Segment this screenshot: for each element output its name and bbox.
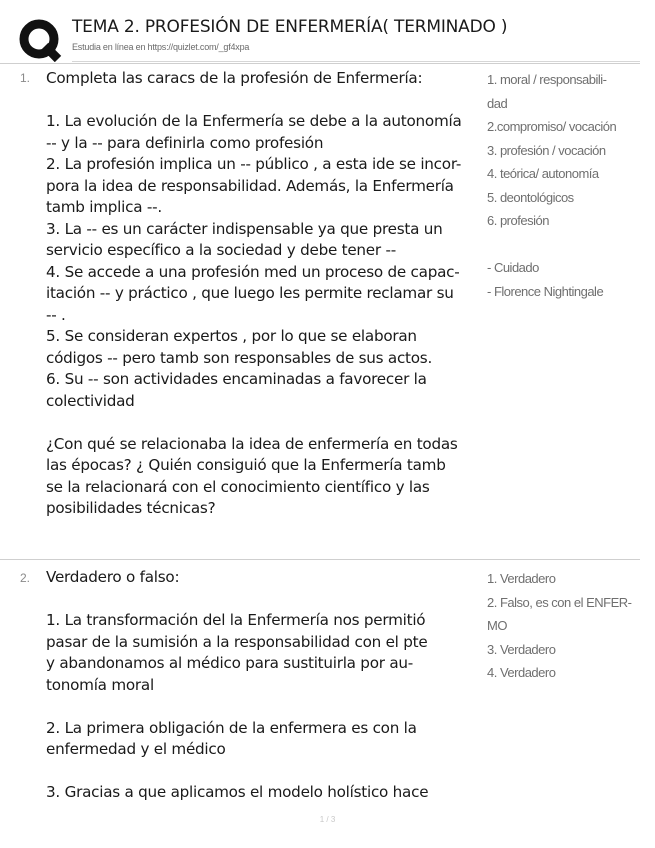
answer-line: 3. Verdadero: [487, 641, 556, 657]
answer-line: 1. moral / responsabili-: [487, 72, 607, 87]
question-line: 4. Se accede a una profesión med un proceso de capac-: [46, 262, 460, 281]
question-line: enfermedad y el médico: [46, 740, 226, 758]
answer-line: MO: [487, 618, 507, 633]
question-line: códigos -- pero tamb son responsables de sus actos.: [46, 348, 433, 367]
answer-line: dad: [487, 95, 508, 111]
question-line: pasar de la sumisión a la responsabilidad con el pte: [46, 632, 428, 651]
question-line: 1. La evolución de la Enfermería se debe a la autonomía: [46, 112, 462, 130]
question-line: [46, 90, 486, 112]
question-line: itación -- y práctico , que luego les permite reclamar su: [46, 284, 454, 302]
card-question: [46, 567, 486, 804]
question-line: -- y la -- para definirla como profesión: [46, 133, 324, 152]
card-answer: [487, 68, 637, 303]
document-title: TEMA 2. PROFESIÓN DE ENFERMERÍA( TERMINADO ): [72, 17, 508, 37]
answer-line: 4. teórica/ autonomía: [487, 166, 599, 181]
card-number: 1.: [20, 71, 31, 85]
answer-line: 2. Falso, es con el ENFER-: [487, 594, 632, 610]
question-line: colectividad: [46, 391, 135, 410]
card-divider: [0, 63, 640, 64]
question-line: -- .: [46, 305, 66, 324]
question-line: y abandonamos al médico para sustituirla por au-: [46, 654, 413, 672]
question-line: servicio específico a la sociedad y debe tener --: [46, 241, 396, 259]
question-line: 1. La transformación del la Enfermería nos permitió: [46, 611, 426, 629]
answer-line: - Cuidado: [487, 260, 539, 275]
question-line: posibilidades técnicas?: [46, 499, 216, 517]
answer-line: 3. profesión / vocación: [487, 142, 606, 158]
question-line: las épocas? ¿ Quién consiguió que la Enfermería tamb: [46, 456, 446, 474]
question-line: tamb implica --.: [46, 198, 162, 216]
card-number: 2.: [20, 571, 31, 585]
question-line: [46, 412, 486, 434]
card-divider: [0, 559, 640, 560]
header-divider: [72, 61, 640, 62]
question-line: [46, 761, 486, 783]
question-line: 6. Su -- son actividades encaminadas a favorecer la: [46, 370, 427, 388]
question-line: 5. Se consideran expertos , por lo que se elaboran: [46, 327, 417, 345]
answer-line: [487, 233, 637, 257]
answer-line: 4. Verdadero: [487, 665, 556, 680]
page-indicator: 1 / 3: [319, 815, 336, 824]
card-question: [46, 68, 486, 520]
answer-line: - Florence Nightingale: [487, 283, 604, 299]
answer-line: 2.compromiso/ vocación: [487, 119, 617, 134]
answer-line: 6. profesión: [487, 213, 549, 228]
answer-line: 5. deontológicos: [487, 189, 574, 205]
question-line: 3. La -- es un carácter indispensable ya que presta un: [46, 219, 443, 238]
question-line: [46, 589, 486, 611]
question-line: [46, 696, 486, 718]
answer-line: 1. Verdadero: [487, 571, 556, 586]
question-line: tonomía moral: [46, 675, 154, 694]
question-line: Completa las caracs de la profesión de Enfermería:: [46, 69, 423, 87]
question-line: 3. Gracias a que aplicamos el modelo holístico hace: [46, 783, 429, 801]
question-line: Verdadero o falso:: [46, 568, 180, 586]
quizlet-logo-icon: [18, 18, 62, 62]
source-link[interactable]: Estudia en línea en https://quizlet.com/_gf4xpa: [72, 42, 250, 52]
card-answer: [487, 567, 637, 685]
question-line: ¿Con qué se relacionaba la idea de enfermería en todas: [46, 434, 458, 453]
question-line: se la relacionará con el conocimiento científico y las: [46, 477, 430, 496]
question-line: pora la idea de responsabilidad. Además, la Enfermería: [46, 176, 454, 195]
question-line: 2. La profesión implica un -- público , a esta ide se incor-: [46, 155, 462, 173]
question-line: 2. La primera obligación de la enfermera es con la: [46, 718, 417, 737]
